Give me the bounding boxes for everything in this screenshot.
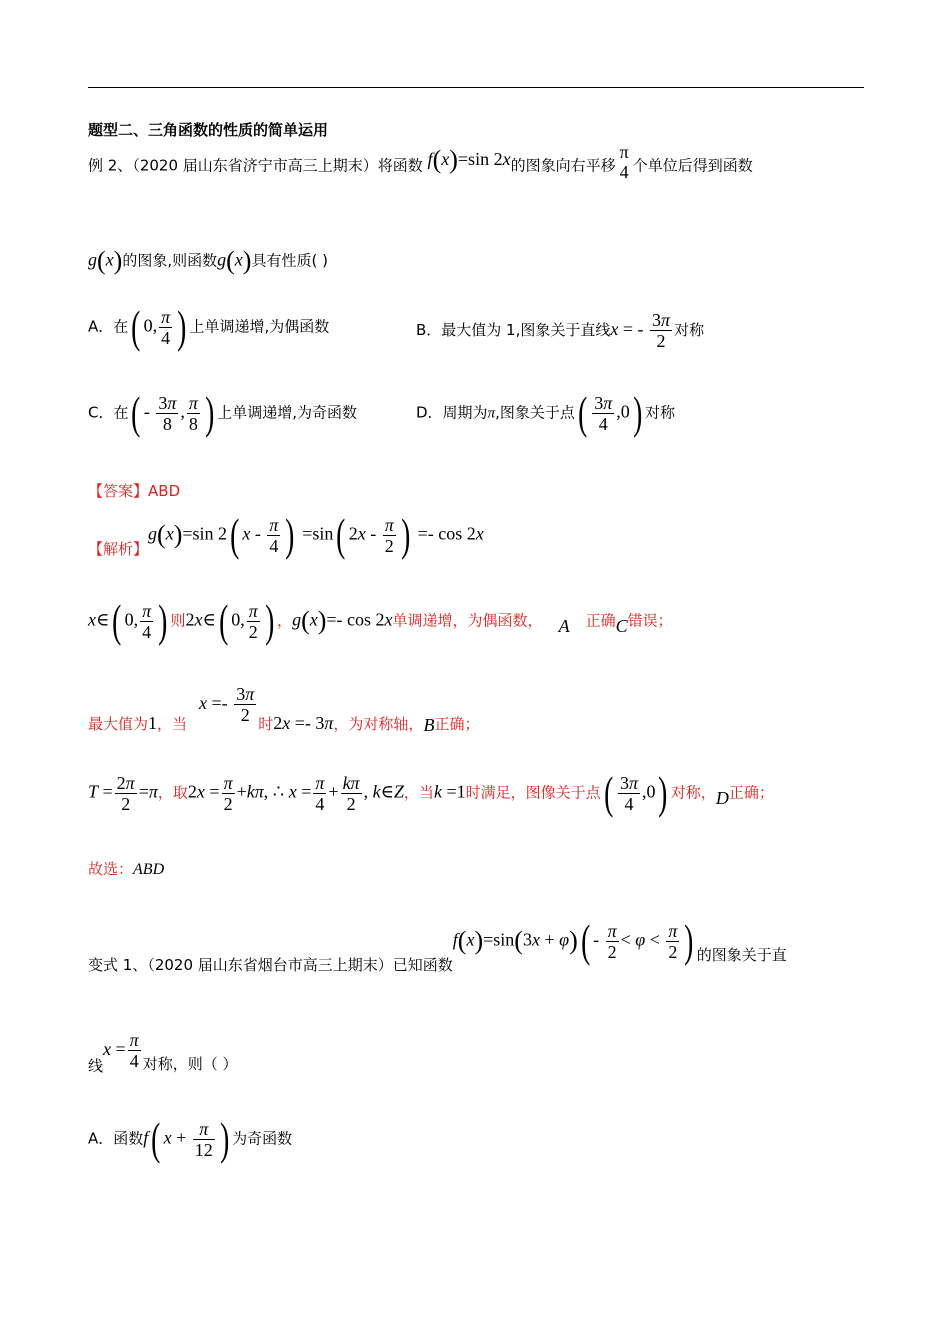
analysis-line3: 最大值为1，当x =- $\frac{3\pi}{2}$ 时2x =- 3π，为对称轴，B正确； (88, 684, 480, 735)
analysis-tag: 【解析】 (88, 539, 149, 558)
analysis-line2: x∈( 0, $\frac{\pi}{4}$ ) 则2x∈( 0, $\frac{\pi}{2}$ ) ，g(x)=- cos 2x单调递增，为偶函数， A 正确C错误； (88, 595, 673, 646)
option-a: A．在( 0, $\frac{\pi}{4}$ ) 上单调递增,为偶函数 (88, 301, 330, 352)
analysis-line1: 【解析】g(x)=sin 2( x - $\frac{\pi}{4}$ ) =sin( 2x - $\frac{\pi}{2}$ ) =- cos 2x (88, 509, 484, 560)
analysis-line4: T = $\frac{2\pi}{2}$ =π，取2x = $\frac{\pi}{2}$ +kπ, ∴ x = $\frac{\pi}{4}$ + $\frac{k\pi}{2}$ , k∈Z，当k =1时满足，图像关于点( $\frac{3\pi}{4}$ ,0) 对称，D正确； (88, 767, 774, 818)
conclusion-line: 故选：ABD (88, 860, 165, 878)
example2-line2: g(x)的图象,则函数g(x)具有性质( ) (88, 246, 328, 275)
example2-line1: 例 2、（2020 届山东省济宁市高三上期末）将函数 f(x)=sin 2x的图象向右平移 π 4 个单位后得到函数 (88, 142, 753, 182)
answer-value: ABD (148, 482, 181, 500)
option-c: C．在( - $\frac{3\pi}{8}$ , $\frac{\pi}{8}$ ) 上单调递增,为奇函数 (88, 387, 357, 438)
example2-label: 例 2、 (88, 156, 133, 175)
variant1-option-a: A．函数f( x + $\frac{\pi}{12}$ ) 为奇函数 (88, 1113, 293, 1164)
section-title: 题型二、三角函数的性质的简单运用 (88, 121, 329, 139)
header-rule (88, 87, 864, 88)
variant1-line2: 线x = $\frac{\pi}{4}$ 对称，则（ ） (88, 1030, 238, 1075)
example2-func: f (427, 148, 433, 169)
shift-fraction: π 4 (619, 142, 629, 182)
option-b: B．最大值为 1,图象关于直线x = - $\frac{3\pi}{2}$ 对称 (416, 310, 705, 351)
example2-source: （2020 届山东省济宁市高三上期末）将函数 (132, 156, 423, 175)
answer-tag: 【答案】 (88, 482, 149, 500)
variant1-line1: 变式 1、（2020 届山东省烟台市高三上期末）已知函数f(x)=sin(3x + φ)( - $\frac{\pi}{2}$ < φ < $\frac{\pi}{2}$ ) 的图象关于直 (88, 915, 787, 974)
option-d: D．周期为π,图象关于点( $\frac{3\pi}{4}$ ,0) 对称 (416, 387, 676, 438)
answer-line (88, 480, 180, 501)
